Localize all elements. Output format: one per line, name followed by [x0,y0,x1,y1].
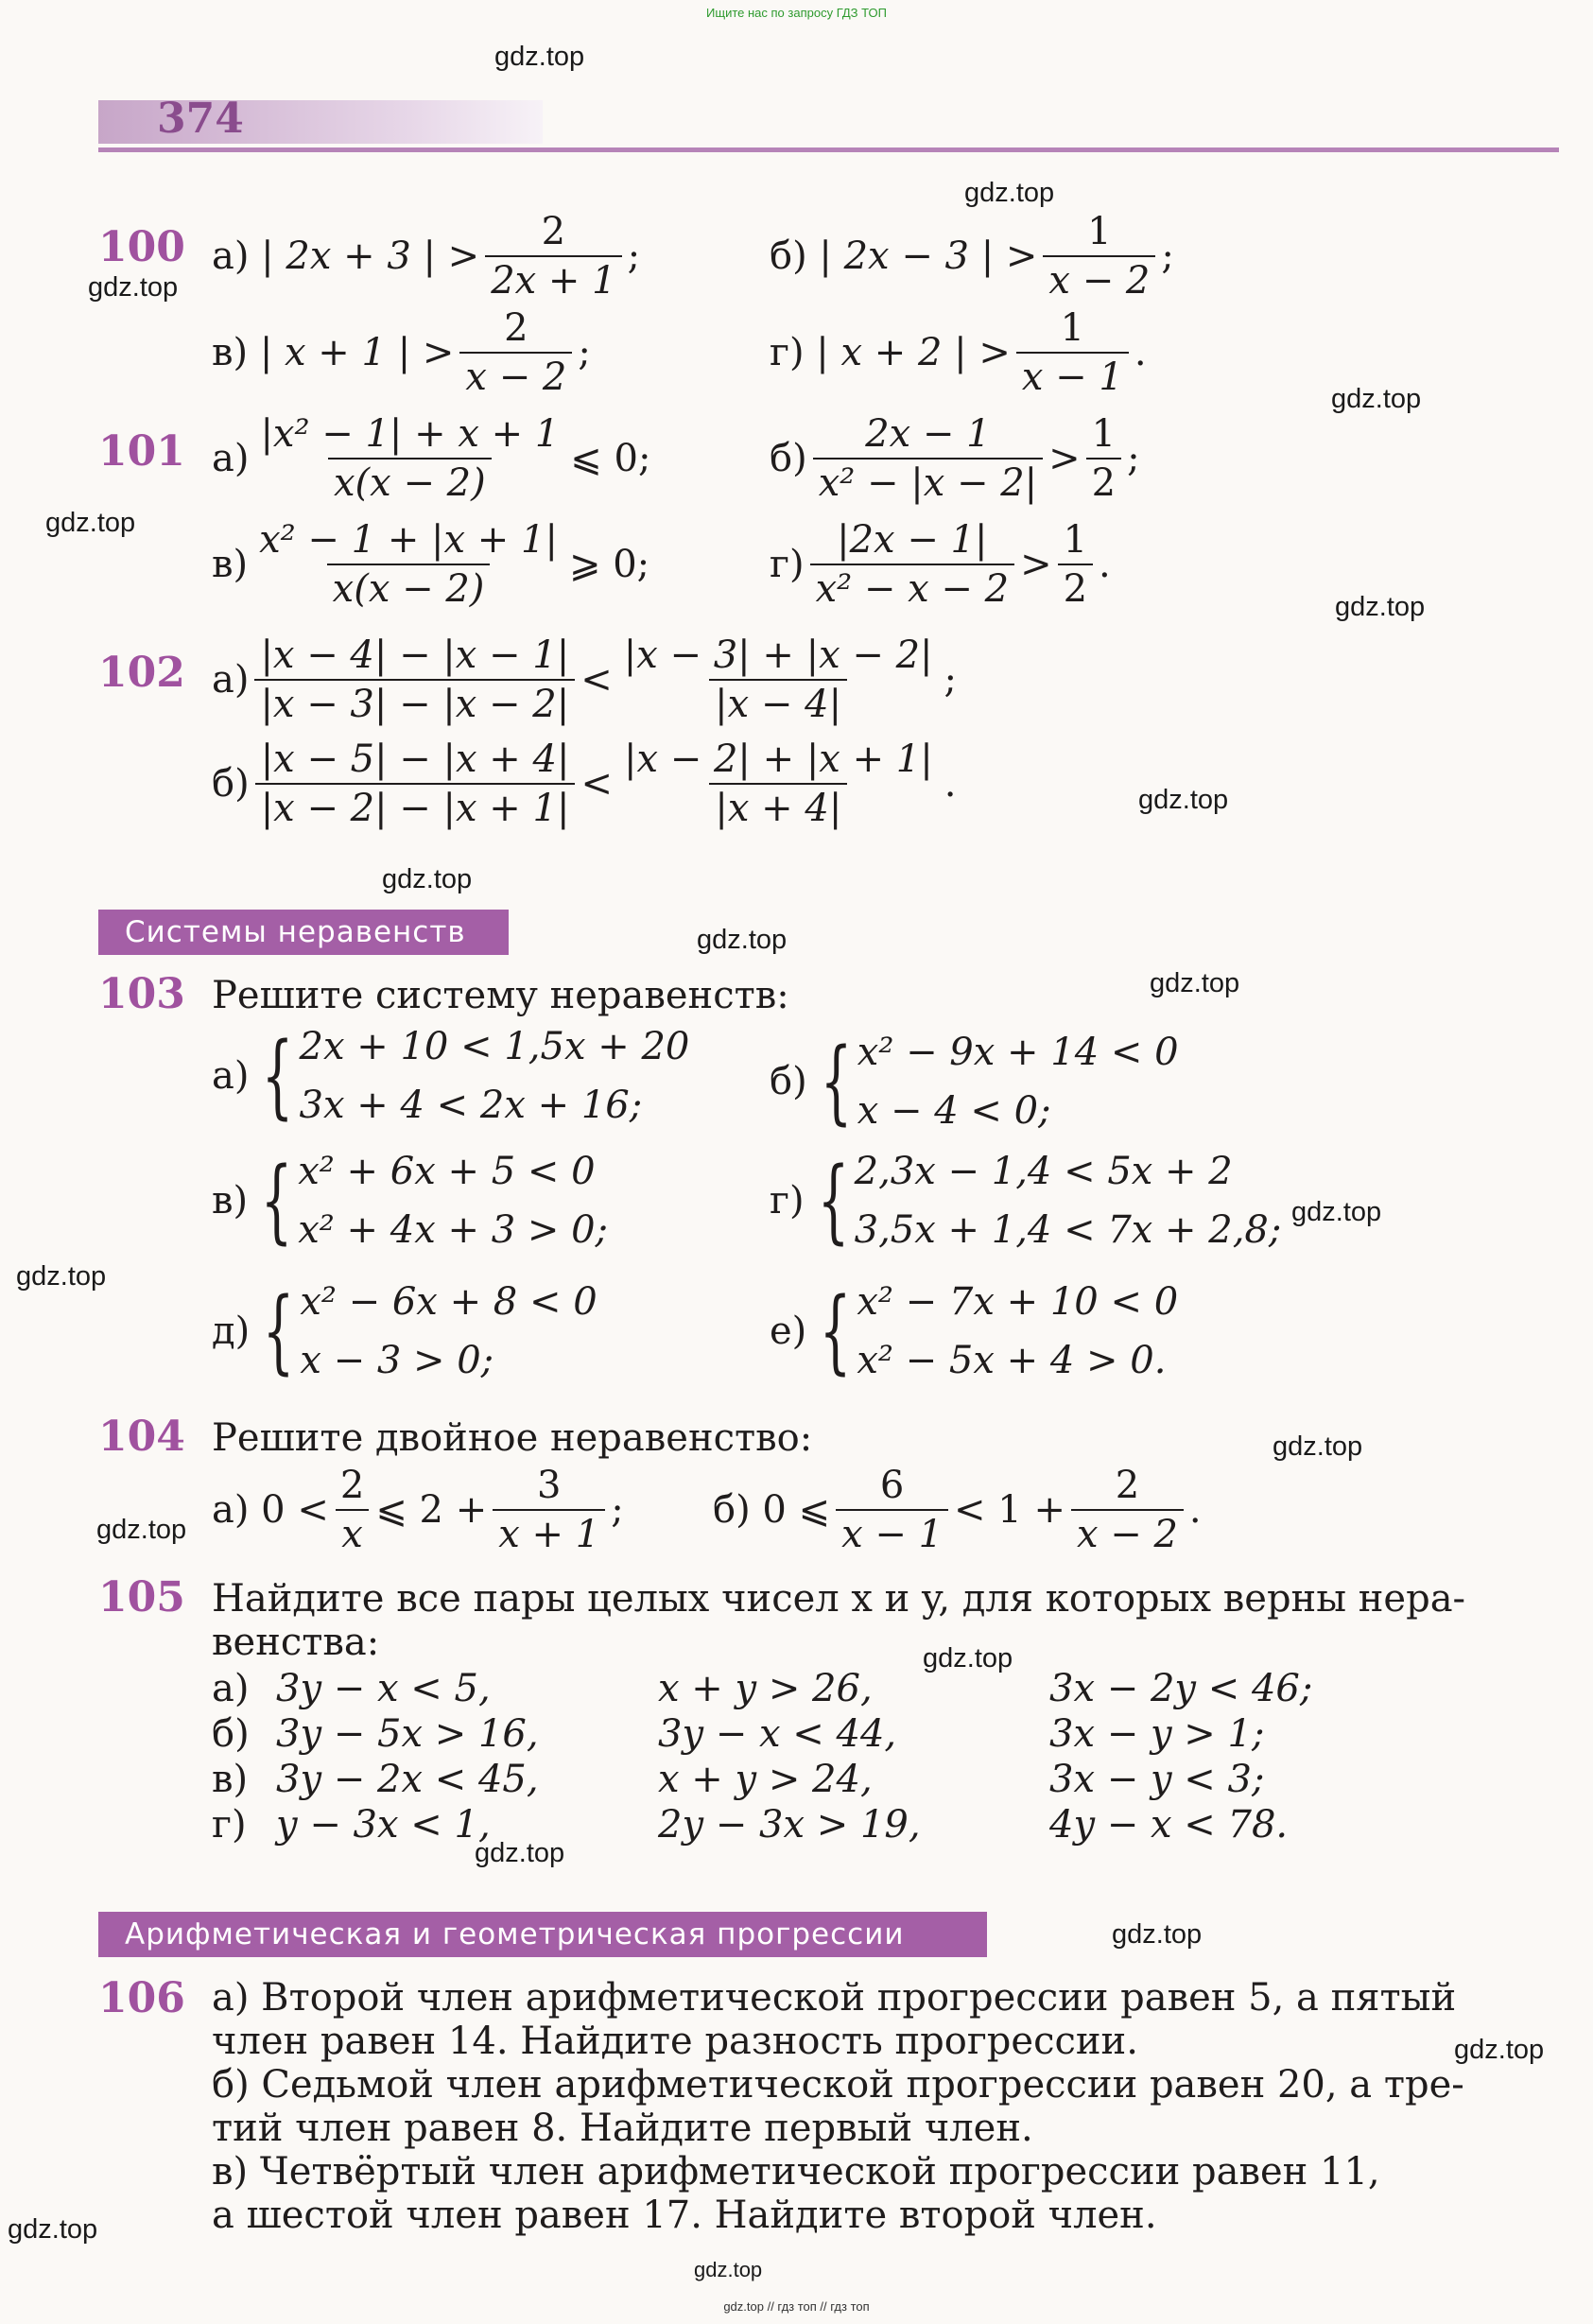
problem-number: 105 [98,1573,185,1622]
problem-100g: г) | x + 2 | > $\frac{1}{x - 1}$ . [770,306,1147,399]
problem-104a: а) 0 < $\frac{2}{x}$ ⩽ 2 + $\frac{3}{x + 1}$ ; [212,1464,624,1556]
problem-title-cont: венства: [212,1621,380,1664]
inequalities-column-3: 3x − 2y < 46; 3x − y > 1; 3x − y < 3; 4y − x < 78. [1049,1667,1313,1847]
problem-101v: в) $\frac{\text{x² − 1 + |x + 1|}}{x(x - 2)}$ ⩾ 0; [212,518,650,611]
section-title: Арифметическая и геометрическая прогрессии [98,1912,987,1957]
system-103g: г) { 2,3x − 1,4 < 5x + 2 3,5x + 1,4 < 7x + 2,8; [770,1148,1282,1254]
system-103e: е) { x² − 7x + 10 < 0 x² − 5x + 4 > 0. [770,1278,1179,1384]
problem-102b: б) $\frac{|x - 5| - |x + 4|}{|x - 2| - |x + 1|}$ < $\frac{|x - 2| + |x + 1|}{|x + 4|}$ . [212,737,957,830]
system-103b: б) { x² − 9x + 14 < 0 x − 4 < 0; [770,1029,1179,1135]
watermark: gdz.top [16,1261,107,1292]
problem-100b: б) | 2x − 3 | > $\frac{1}{x - 2}$ ; [770,210,1174,303]
section-title: Системы неравенств [98,910,509,955]
watermark: gdz.top [923,1643,1013,1674]
top-note: Ищите нас по запросу ГДЗ ТОП [706,6,887,20]
header-line [98,147,1559,152]
watermark: gdz.top [382,864,473,894]
inequalities-column-2: x + y > 26, 3y − x < 44, x + y > 24, 2y − 3x > 19, [658,1667,921,1847]
problem-number: 100 [98,223,185,271]
inequalities-column-1: 3y − x < 5, 3y − 5x > 16, 3y − 2x < 45, y − 3x < 1, [276,1667,539,1847]
problem-100v: в) | x + 1 | > $\frac{2}{x - 2}$ ; [212,306,591,399]
problem-title: Решите систему неравенств: [212,974,789,1017]
watermark: gdz.top [8,2214,98,2245]
problem-102a: а) $\frac{|x - 4| - |x - 1|}{|x - 3| - |x - 2|}$ < $\frac{|x - 3| + |x - 2|}{|x - 4|}$ ; [212,633,957,726]
watermark: gdz.top [1112,1919,1203,1950]
watermark: gdz.top [694,2258,763,2281]
page-number: 374 [157,95,244,143]
watermark: gdz.top [88,272,179,303]
problem-number: 101 [98,427,185,476]
problem-101b: б) $\frac{2x - 1}{\text{x² − |x − 2|}}$ > $\frac{1}{2}$ ; [770,412,1140,505]
problem-number: 102 [98,649,185,697]
watermark: gdz.top [1138,785,1229,815]
system-103v: в) { x² + 6x + 5 < 0 x² + 4x + 3 > 0; [212,1148,609,1254]
problem-title: Решите двойное неравенство: [212,1416,813,1460]
watermark: gdz.top [1150,968,1240,998]
watermark: gdz.top [1331,384,1422,414]
page-header-bar [98,93,1559,151]
problem-number: 103 [98,970,185,1018]
watermark: gdz.top [1335,592,1426,622]
problem-title: Найдите все пары целых чисел x и y, для которых верны нера- [212,1577,1466,1621]
problem-106-text: а) Второй член арифметической прогрессии равен 5, а пятый член равен 14. Найдите разность прогрессии. б) Седьмой член арифметической прогрессии равен 20, а тре- тий член равен 8. Найдите первый член. в) Четвёртый член арифметической прогрессии равен 11, а шестой член равен 17. Найдите второй член. [212,1976,1464,2237]
watermark: gdz.top [964,178,1055,208]
problem-101g: г) $\frac{|2x - 1|}{\text{x² − x − 2}}$ > $\frac{1}{2}$ . [770,518,1111,611]
watermark: gdz.top [475,1838,565,1868]
watermark: gdz.top [1454,2035,1545,2065]
system-103a: а) { 2x + 10 < 1,5x + 20 3x + 4 < 2x + 16; [212,1023,690,1129]
watermark: gdz.top [494,42,585,72]
watermark: gdz.top [1291,1197,1382,1227]
system-103d: д) { x² − 6x + 8 < 0 x − 3 > 0; [212,1278,597,1384]
problem-number: 104 [98,1413,185,1461]
problem-100a: а) | 2x + 3 | > $\frac{2}{2x + 1}$ ; [212,210,641,303]
watermark: gdz.top [1273,1431,1363,1462]
bottom-note: gdz.top // гдз топ // гдз топ [723,2299,870,2314]
problem-number: 106 [98,1974,185,2022]
watermark: gdz.top [697,925,788,955]
problem-104b: б) 0 ⩽ $\frac{6}{x - 1}$ < 1 + $\frac{2}{x - 2}$ . [713,1464,1202,1556]
watermark: gdz.top [45,508,136,538]
labels-column: а) б) в) г) [212,1667,250,1847]
watermark: gdz.top [96,1515,187,1545]
problem-101a: а) $\frac{\text{|x² − 1| + x + 1}}{x(x - 2)}$ ⩽ 0; [212,412,651,505]
